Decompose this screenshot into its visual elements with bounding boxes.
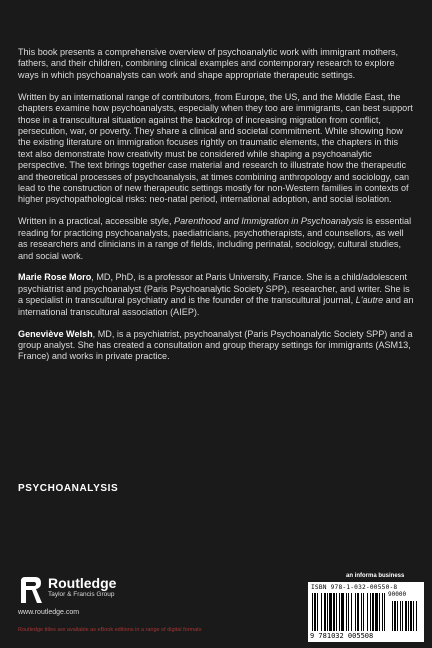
audience-paragraph [18,216,414,262]
contributors-paragraph: Written by an international range of contributors, from Europe, the US, and the Middle East, the chapters examine how psychoanalysts, especially when they too are immigrants, can best support those in a transcultural situation against the backdrop of increasing migration from conflict, persecution, war, or poverty. They share a clinical and societal commitment. While showing how the existing literature on immigration focuses rightly on traumatic elements, the chapters in this text also demonstrate how creativity must be considered while shaping a psychoanalytic perspective. The text brings together case material and research to illustrate how the therapeutic and theoretical processes of psychoanalysis, at times combining anthropology and sociology, can lead to the construction of new therapeutic settings mostly for non-Western families in contexts of higher psychopathological risks: neo-natal period, international adoption, and social isolation. [18,91,413,205]
bio-moro-text: , MD, PhD, is a professor at Paris University, France. She is a child/adolescent psychiatrist and psychoanalyst (Paris Psychoanalytic Society SPP), researcher, and writer. She is a specialist in transcultural psychiatry and is the founder of the transcultural journal, [18,272,410,306]
isbn-text: ISBN 978-1-032-00550-8 [311,584,398,591]
publisher-website[interactable]: www.routledge.com [18,609,80,616]
informa-tagline: an informa business [346,573,405,579]
barcode-bars-icon [310,593,422,631]
journal-title: L'autre [355,295,384,306]
subject-category: PSYCHOANALYSIS [18,483,119,494]
bio-moro [18,272,414,318]
bio-moro-text-end: and an international transcultural association (AIEP). [18,295,414,317]
publisher-subtitle: Taylor & Francis Group [48,591,115,598]
description [18,47,414,373]
barcode [308,582,424,642]
audience-text-end: is essential reading for practicing psychoanalysts, paediatricians, psychotherapists, and counsellors, as well as researchers and clinicians in a range of fields, including perinatal, sociology, cultural studies, and social work. [18,216,412,261]
routledge-logo-icon [18,575,44,605]
intro-paragraph: This book presents a comprehensive overview of psychoanalytic work with immigrant mothers, fathers, and their children, combining clinical examples and contemporary research to explore ways in which psychoanalysts can work and shape appropriate therapeutic settings. [18,47,399,80]
author-name-moro: Marie Rose Moro [18,272,92,283]
audience-text-start: Written in a practical, accessible style, [18,216,175,227]
addon-digits: 90000 [388,591,407,598]
bio-welsh-text: , MD, is a psychiatrist, psychoanalyst (Paris Psychoanalytic Society SPP) and a group analyst. She has created a consultation and group therapy settings for immigrants (ASM13, France) and works in private practice. [18,328,413,362]
book-title: Parenthood and Immigration in Psychoanalysis [174,216,364,227]
ean-digits: 9 781032 005508 [310,632,374,640]
publisher-name: Routledge [48,575,117,591]
bio-welsh [18,329,414,363]
author-name-welsh: Geneviève Welsh [18,328,93,339]
ebook-note: Routledge titles are available as eBook editions in a range of digital formats [18,627,202,633]
